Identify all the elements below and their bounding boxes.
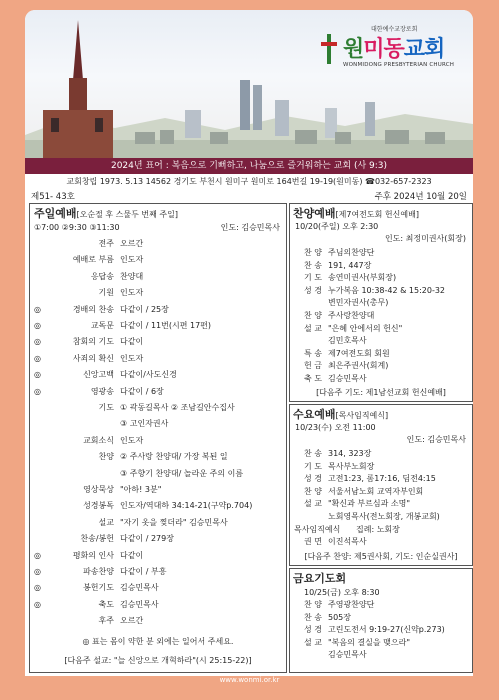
main-row-label: 기도: [98, 403, 114, 412]
wednesday-row-value: 고전1:23, 롬17:16, 딤전4:15: [328, 474, 436, 484]
main-row-label: 축도: [98, 599, 114, 609]
main-symbol: ◎: [34, 304, 41, 314]
praise-row-value: 191, 447장: [328, 260, 372, 270]
wednesday-row-label: 권 면: [304, 537, 322, 547]
wednesday-row-label: 설 교: [304, 499, 322, 509]
praise-row-label: 찬 양: [304, 311, 322, 320]
main-row-value: 인도자: [120, 435, 144, 445]
wednesday-row-value: 서울서남노회 교역자부인회: [328, 486, 424, 496]
main-row-value: 김승민목사: [120, 599, 159, 609]
logo-english-name: WONMIDONG PRESBYTERIAN CHURCH: [343, 62, 455, 68]
praise-row-value: 제7여전도회 회원: [328, 348, 390, 358]
bulletin-content: [25, 188, 473, 676]
date-line: [25, 188, 473, 202]
friday-row-value: 고린도전서 9:19-27(신약p.273): [328, 625, 445, 635]
main-symbol: ◎: [34, 321, 41, 330]
main-symbol: ◎: [34, 370, 41, 380]
friday-row-value: "복음의 결실을 맺으라": [328, 637, 410, 647]
main-row-value: "아하! 3분": [120, 485, 162, 494]
praise-presider: 인도: 최정미권사(회장): [384, 234, 466, 243]
main-symbol: ◎: [34, 550, 41, 560]
wednesday-worship-title: 수요예배[목사임직예식]: [293, 408, 389, 421]
friday-row-value: 주영광찬양단: [328, 600, 375, 609]
website-footer: www.wonmi.or.kr: [219, 676, 280, 684]
main-row-label: 영상묵상: [83, 485, 114, 494]
main-symbol: ◎: [34, 353, 41, 363]
praise-row-label: 기 도: [304, 273, 322, 283]
praise-row-label: 축 도: [304, 374, 322, 383]
main-row-value: 다같이 / 279장: [120, 534, 174, 544]
bulletin-date: 주후 2024년 10월 20일: [374, 192, 467, 202]
main-row-label: 찬양: [98, 452, 114, 462]
main-row-value: 다같이 / 11번(시편 17편): [120, 321, 212, 330]
praise-time: 10/20(주일) 오후 2:30: [295, 222, 379, 231]
main-row-value: 다같이/사도신경: [120, 370, 177, 380]
logo-church-name: 원미동교회: [343, 37, 445, 62]
wednesday-row-label: 성 경: [304, 474, 322, 484]
friday-row-label: 성 경: [304, 625, 322, 635]
praise-worship-title: 찬양예배[제7여전도회 헌신예배]: [293, 207, 419, 220]
worship-presider: 인도: 김승민목사: [220, 223, 280, 232]
wednesday-row-label: 찬 송: [304, 449, 322, 458]
main-row-value: ③ 주향기 찬양대/ 놀라운 주의 이름: [120, 468, 244, 478]
wednesday-next: [다음주 찬양: 제5권사회, 기도: 인순실권사]: [304, 552, 458, 561]
praise-row-value: 김승민목사: [328, 374, 367, 383]
main-row-value: 다같이 / 부흥: [120, 567, 167, 576]
friday-row-label: 설 교: [304, 637, 322, 647]
main-symbol: ◎: [34, 337, 41, 347]
praise-row-label: 설 교: [304, 323, 322, 333]
main-row-value: 인도자: [120, 255, 144, 265]
main-row-value: 오르간: [120, 239, 144, 248]
wednesday-row-label: 목사임직예식: [294, 524, 341, 534]
main-row-value: ① 곽동길목사 ② 조남길안수집사: [120, 403, 235, 412]
wednesday-presider: 인도: 김승민목사: [406, 435, 466, 444]
main-row-label: 후주: [98, 616, 114, 626]
church-logo: [315, 22, 465, 77]
church-building: [43, 20, 113, 158]
main-symbol: ◎: [34, 583, 41, 593]
friday-prayer-title: 금요기도회: [293, 572, 347, 585]
praise-row-label: 특 송: [304, 348, 322, 358]
standing-note: ◎ 표는 몸이 약한 분 외에는 일어서 주세요.: [82, 637, 234, 646]
main-row-label: 신앙고백: [83, 370, 114, 380]
main-row-value: ③ 고인자권사: [120, 419, 169, 429]
main-row-label: 예배로 부름: [72, 255, 114, 265]
main-row-label: 전주: [98, 239, 114, 248]
main-row-value: 인도자: [120, 353, 144, 363]
main-row-label: 봉헌기도: [83, 583, 114, 593]
praise-worship-subtitle: [제7여전도회 헌신예배]: [335, 210, 419, 219]
praise-row-value: 누가복음 10:38-42 & 15:20-32: [328, 285, 446, 295]
main-row-value: "자기 옷을 찢더라" 김승민목사: [120, 517, 228, 527]
next-sermon: [다음주 설교: "늘 신앙으로 개혁하라"(시 25:15-22)]: [64, 656, 252, 665]
praise-row-label: 헌 금: [304, 361, 322, 371]
praise-row-value: 주사랑찬양대: [328, 311, 375, 320]
wednesday-row-label: 기 도: [304, 461, 322, 471]
praise-worship-box: [289, 203, 473, 402]
wednesday-row-value: 노회영목사(전노회장, 개봉교회): [328, 512, 440, 521]
praise-row-value: 변민자권사(총무): [328, 298, 389, 308]
church-info: 교회창립 1973. 5.13 14562 경기도 부천시 원미구 원미로 164번길 19-19(원미동) ☎032-657-2323: [66, 177, 432, 186]
wednesday-row-label: 찬 양: [304, 486, 322, 496]
wednesday-row-value: 314, 323장: [328, 449, 372, 458]
praise-row-value: 최은주권사(회계): [328, 361, 389, 371]
main-row-label: 교독문: [90, 321, 114, 330]
friday-prayer-box: [289, 568, 473, 673]
wednesday-row-value: 집례: 노회장: [356, 524, 400, 534]
main-row-label: 사죄의 확신: [72, 353, 114, 363]
main-row-label: 찬송/봉헌: [80, 534, 114, 544]
praise-row-value: 송연미권사(부회장): [328, 273, 397, 283]
praise-row-label: 성 경: [304, 285, 322, 295]
main-row-label: 평화의 인사: [72, 550, 114, 560]
main-row-label: 기원: [98, 288, 114, 298]
main-row-value: 인도자: [120, 288, 144, 298]
main-symbol: ◎: [34, 386, 41, 396]
friday-row-value: 505장: [328, 612, 351, 622]
main-symbol: ◎: [34, 567, 41, 576]
friday-row-label: 찬 송: [304, 612, 322, 622]
worship-times: ①7:00 ②9:30 ③11:30: [34, 223, 120, 232]
wednesday-row-value: 목사부노회장: [328, 461, 375, 471]
issue-number: 제51- 43호: [31, 192, 75, 202]
praise-row-label: 찬 양: [304, 248, 322, 257]
main-row-label: 교회소식: [83, 435, 114, 445]
wednesday-worship-box: [289, 404, 473, 566]
friday-row-label: 찬 양: [304, 600, 322, 609]
wednesday-row-value: "확신과 부르심과 소명": [328, 499, 410, 509]
main-row-label: 성경봉독: [83, 501, 114, 511]
sunday-worship-box: [29, 203, 287, 673]
main-row-label: 경배의 찬송: [72, 304, 114, 314]
main-row-label: 영광송: [90, 386, 114, 396]
friday-time: 10/25(금) 오후 8:30: [304, 588, 380, 597]
main-row-value: 다같이: [120, 337, 144, 347]
main-row-value: 다같이 / 25장: [120, 304, 169, 314]
main-row-value: 김승민목사: [120, 583, 159, 593]
main-row-value: 인도자/역대하 34:14-21(구약p.704): [120, 501, 253, 511]
praise-row-label: 찬 송: [304, 260, 322, 270]
main-row-label: 응답송: [90, 271, 114, 281]
main-symbol: ◎: [34, 599, 41, 609]
praise-row-value: 주님의찬양단: [328, 248, 375, 257]
main-row-value: ② 주사랑 찬양대/ 가장 복된 일: [120, 452, 228, 462]
main-row-value: 다같이: [120, 550, 144, 560]
wednesday-row-value: 이진석목사: [328, 537, 367, 547]
sunday-worship-subtitle: [오순절 후 스물두 번째 주일]: [76, 210, 178, 219]
motto-banner: 2024년 표어 : 복음으로 기뻐하고, 나눔으로 즐거워하는 교회 (사 9:3): [25, 158, 473, 174]
main-row-label: 설교: [98, 517, 114, 527]
wednesday-time: 10/23(수) 오전 11:00: [295, 423, 376, 432]
sunday-worship-title: 주일예배[오순절 후 스물두 번째 주일]: [34, 207, 178, 220]
praise-next: [다음주 기도: 제1남선교회 헌신예배]: [316, 388, 446, 397]
logo-denomination: 대한예수교장로회: [371, 26, 418, 33]
praise-row-value: 김민호목사: [328, 336, 367, 346]
friday-row-value: 김승민목사: [328, 650, 367, 660]
main-row-value: 다같이 / 6장: [120, 386, 164, 396]
header: [25, 10, 473, 188]
cross-icon: [319, 34, 339, 64]
praise-row-value: "은혜 안에서의 헌신": [328, 323, 403, 333]
main-row-value: 찬양대: [120, 271, 144, 281]
main-row-value: 오르간: [120, 616, 144, 626]
main-row-label: 참회의 기도: [72, 337, 114, 347]
wednesday-worship-subtitle: [목사임직예식]: [335, 411, 389, 420]
main-row-label: 파송찬양: [83, 567, 114, 576]
